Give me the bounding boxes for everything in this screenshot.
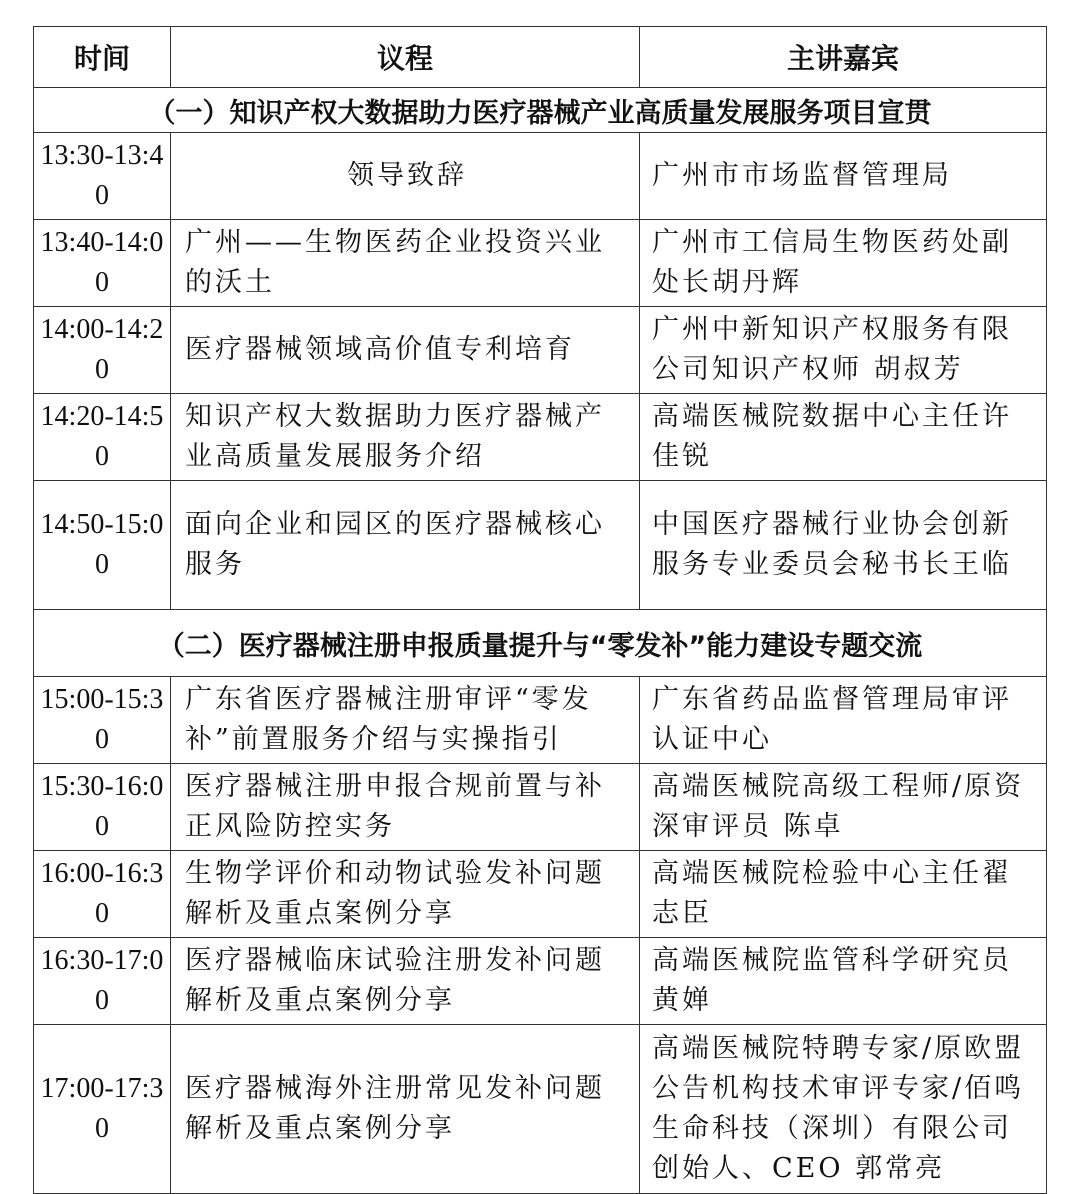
session-topic: 面向企业和园区的医疗器械核心服务	[171, 481, 640, 610]
session-time: 15:00-15:30	[34, 677, 171, 764]
table-row	[34, 307, 1047, 394]
table-row	[34, 133, 1047, 220]
session-topic: 生物学评价和动物试验发补问题解析及重点案例分享	[171, 851, 640, 938]
session-time: 13:30-13:40	[34, 133, 171, 220]
session-topic: 知识产权大数据助力医疗器械产业高质量发展服务介绍	[171, 394, 640, 481]
header-speaker: 主讲嘉宾	[640, 27, 1047, 88]
table-row	[34, 764, 1047, 851]
session-time: 16:00-16:30	[34, 851, 171, 938]
table-row	[34, 220, 1047, 307]
table-row	[34, 1025, 1047, 1194]
session-speaker: 高端医械院高级工程师/原资深审评员 陈卓	[640, 764, 1047, 851]
session-speaker: 广州中新知识产权服务有限公司知识产权师 胡叔芳	[640, 307, 1047, 394]
session-time: 14:50-15:00	[34, 481, 171, 610]
agenda-table	[33, 26, 1047, 1194]
session-speaker: 高端医械院数据中心主任许佳锐	[640, 394, 1047, 481]
header-time: 时间	[34, 27, 171, 88]
session-time: 16:30-17:00	[34, 938, 171, 1025]
session-topic: 广州——生物医药企业投资兴业的沃土	[171, 220, 640, 307]
session-speaker: 广东省药品监督管理局审评认证中心	[640, 677, 1047, 764]
session-speaker: 高端医械院检验中心主任翟志臣	[640, 851, 1047, 938]
session-topic: 广东省医疗器械注册审评“零发补”前置服务介绍与实操指引	[171, 677, 640, 764]
session-speaker: 高端医械院特聘专家/原欧盟公告机构技术审评专家/佰鸣生命科技（深圳）有限公司创始人、CEO 郭常亮	[640, 1025, 1047, 1194]
section-row	[34, 610, 1047, 677]
table-header-row	[34, 27, 1047, 88]
session-time: 13:40-14:00	[34, 220, 171, 307]
session-topic: 医疗器械海外注册常见发补问题解析及重点案例分享	[171, 1025, 640, 1194]
section-title: （二）医疗器械注册申报质量提升与“零发补”能力建设专题交流	[34, 610, 1047, 677]
session-time: 14:20-14:50	[34, 394, 171, 481]
session-speaker: 广州市工信局生物医药处副处长胡丹辉	[640, 220, 1047, 307]
table-row	[34, 677, 1047, 764]
section-title: （一）知识产权大数据助力医疗器械产业高质量发展服务项目宣贯	[34, 88, 1047, 133]
table-row	[34, 938, 1047, 1025]
session-topic: 医疗器械注册申报合规前置与补正风险防控实务	[171, 764, 640, 851]
session-speaker: 广州市市场监督管理局	[640, 133, 1047, 220]
session-time: 15:30-16:00	[34, 764, 171, 851]
session-topic: 领导致辞	[171, 133, 640, 220]
session-time: 17:00-17:30	[34, 1025, 171, 1194]
table-row	[34, 851, 1047, 938]
table-row	[34, 394, 1047, 481]
session-time: 14:00-14:20	[34, 307, 171, 394]
session-topic: 医疗器械临床试验注册发补问题解析及重点案例分享	[171, 938, 640, 1025]
header-agenda: 议程	[171, 27, 640, 88]
section-row	[34, 88, 1047, 133]
session-topic: 医疗器械领域高价值专利培育	[171, 307, 640, 394]
table-row	[34, 481, 1047, 610]
session-speaker: 高端医械院监管科学研究员 黄婵	[640, 938, 1047, 1025]
session-speaker: 中国医疗器械行业协会创新服务专业委员会秘书长王临	[640, 481, 1047, 610]
